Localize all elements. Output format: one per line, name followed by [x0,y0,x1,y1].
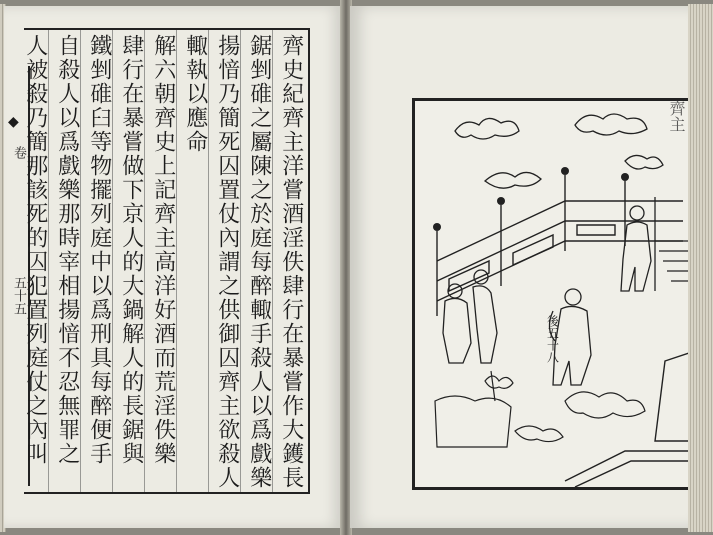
cloud-motif [455,114,663,188]
text-column: 齊史紀齊主洋嘗酒淫佚肆行在暴嘗作大鑊長 [278,34,304,490]
kneeling-figures [443,270,497,363]
page-fore-edge [688,4,713,532]
margin-volume-label: 卷 [11,146,26,159]
right-edge-label: 齊主 [667,100,686,132]
commentary-column: 人被殺乃簡那該死的囚犯置列庭仗之內叫 [22,34,48,466]
text-column: 輙執以應命 [182,34,208,154]
guard-figure [621,197,655,291]
pavilion-roof [565,351,695,487]
commentary-column: 解六朝齊史上記齊主高洋好酒而荒淫佚樂 [150,34,176,466]
text-column: 揚愔乃簡死囚置仗內謂之供御囚齊主欲殺人 [214,34,240,490]
fishtail-ornament: ◆ [8,114,19,130]
lower-clouds [515,392,645,442]
woodblock-illustration [412,98,695,490]
commentary-column: 自殺人以爲戲樂那時宰相揚愔不忍無罪之 [54,34,80,466]
text-frame [24,28,310,494]
text-column: 鋸剉碓之屬陳之於庭每醉輙手殺人以爲戲樂 [246,34,272,490]
palace-scene-drawing [415,101,695,487]
margin-page-number: 五十五 [11,276,26,315]
commentary-column: 鐵剉碓臼等物擺列庭中以爲刑具每醉便手 [86,34,112,466]
garden-rocks [435,371,513,447]
scene-caption: 後五十八 [545,315,560,363]
commentary-column: 肆行在暴嘗做下京人的大鍋解人的長鋸與 [118,34,144,466]
